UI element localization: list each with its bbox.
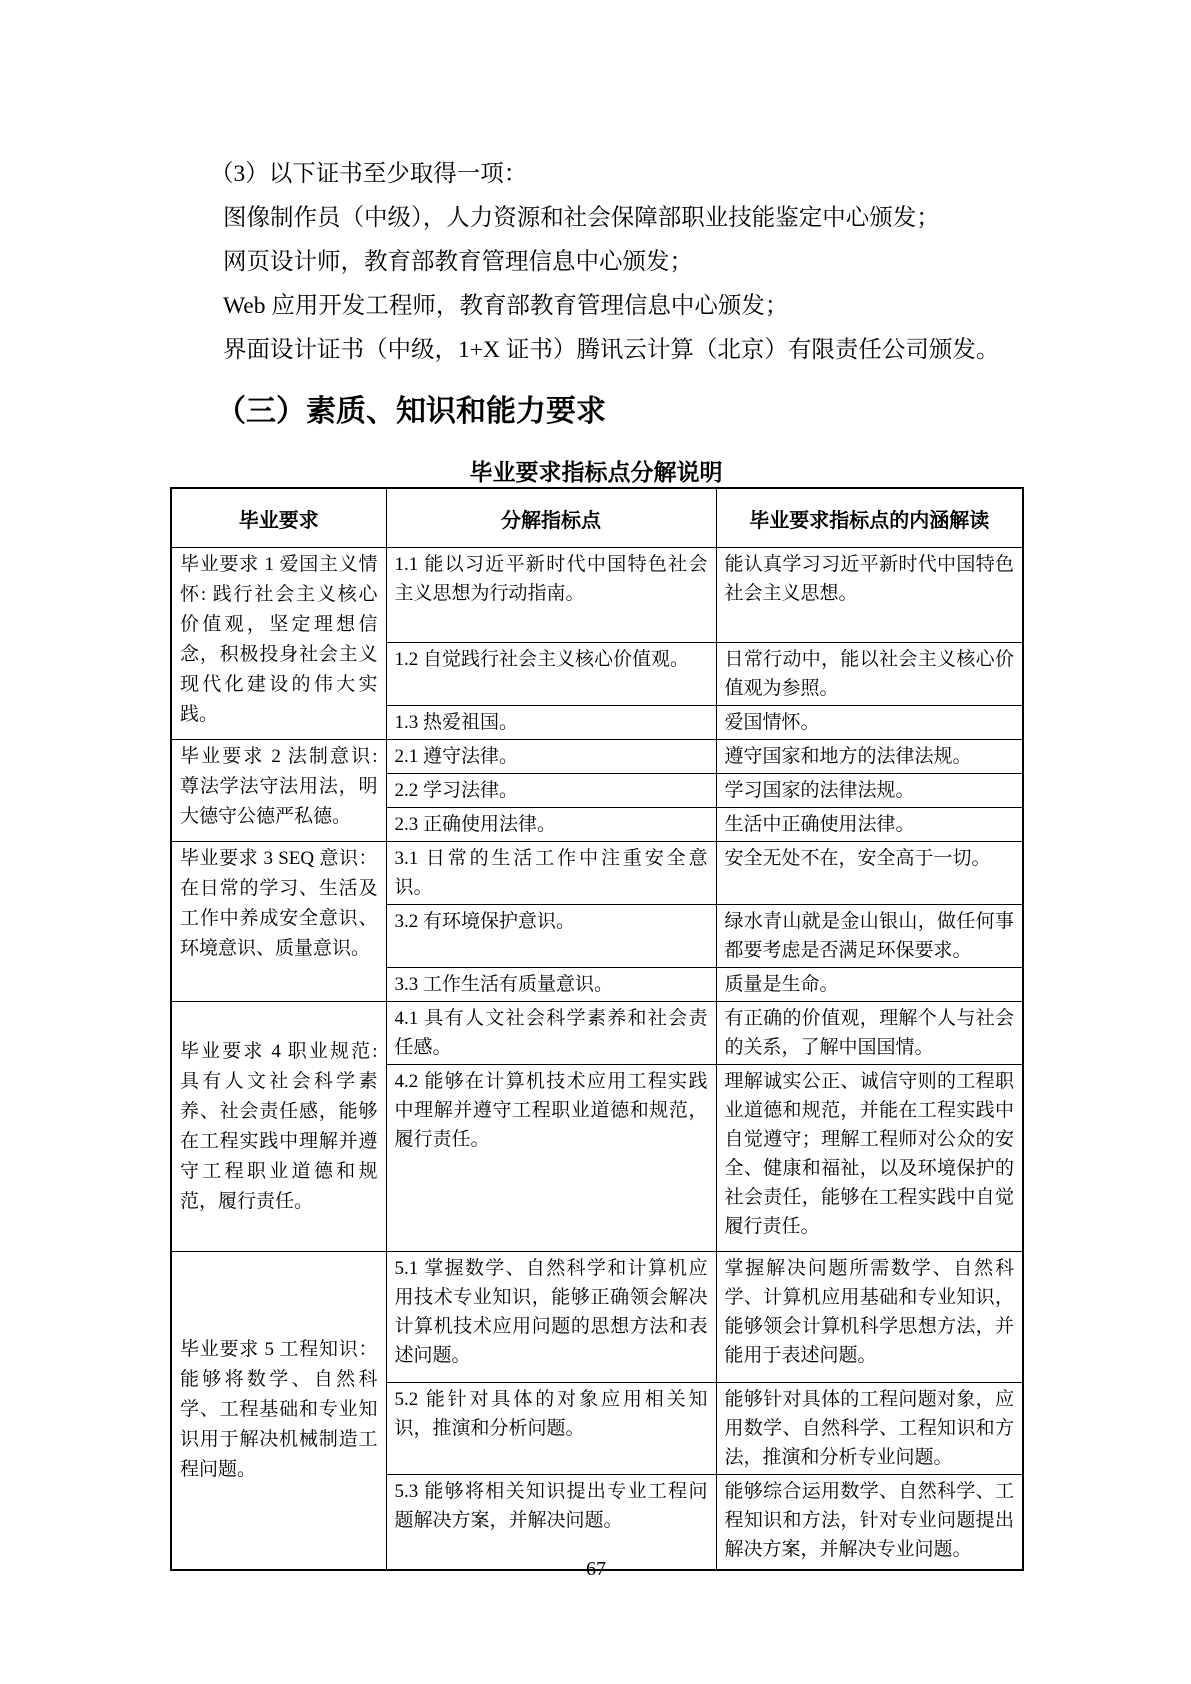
table-row: [171, 548, 1023, 643]
interpretation-cell: 能够综合运用数学、自然科学、工程知识和方法，针对专业问题提出解决方案，并解决专业问题。: [716, 1475, 1023, 1570]
interpretation-cell: 掌握解决问题所需数学、自然科学、计算机应用基础和专业知识，能够领会计算机科学思想方法，并能用于表述问题。: [716, 1252, 1023, 1383]
column-header-interpretation: 毕业要求指标点的内涵解读: [716, 488, 1023, 548]
indicator-cell: 1.2 自觉践行社会主义核心价值观。: [386, 643, 716, 706]
interpretation-cell: 能认真学习习近平新时代中国特色社会主义思想。: [716, 548, 1023, 643]
intro-paragraph: 界面设计证书（中级，1+X 证书）腾讯云计算（北京）有限责任公司颁发。: [223, 337, 1000, 363]
requirement-cell: 毕业要求 4 职业规范: 具有人文社会科学素养、社会责任感，能够在工程实践中理解并遵守工程职业道德和规范，履行责任。: [171, 1002, 386, 1252]
indicator-cell: 4.1 具有人文社会科学素养和社会责任感。: [386, 1002, 716, 1065]
intro-paragraph: 网页设计师，教育部教育管理信息中心颁发；: [223, 249, 693, 275]
indicator-cell: 3.1 日常的生活工作中注重安全意识。: [386, 842, 716, 905]
indicator-cell: 3.2 有环境保护意识。: [386, 905, 716, 968]
table-row: [171, 740, 1023, 774]
indicator-cell: 2.2 学习法律。: [386, 774, 716, 808]
indicator-cell: 5.1 掌握数学、自然科学和计算机应用技术专业知识，能够正确领会解决计算机技术应用问题的思想方法和表述问题。: [386, 1252, 716, 1383]
indicator-cell: 4.2 能够在计算机技术应用工程实践中理解并遵守工程职业道德和规范，履行责任。: [386, 1065, 716, 1252]
interpretation-cell: 学习国家的法律法规。: [716, 774, 1023, 808]
indicator-cell: 1.1 能以习近平新时代中国特色社会主义思想为行动指南。: [386, 548, 716, 643]
interpretation-cell: 日常行动中，能以社会主义核心价值观为参照。: [716, 643, 1023, 706]
indicator-cell: 1.3 热爱祖国。: [386, 706, 716, 740]
interpretation-cell: 有正确的价值观，理解个人与社会的关系，了解中国国情。: [716, 1002, 1023, 1065]
interpretation-cell: 生活中正确使用法律。: [716, 808, 1023, 842]
column-header-requirement: 毕业要求: [171, 488, 386, 548]
interpretation-cell: 理解诚实公正、诚信守则的工程职业道德和规范，并能在工程实践中自觉遵守；理解工程师对公众的安全、健康和福祉，以及环境保护的社会责任，能够在工程实践中自觉履行责任。: [716, 1065, 1023, 1252]
interpretation-cell: 爱国情怀。: [716, 706, 1023, 740]
indicator-cell: 5.3 能够将相关知识提出专业工程问题解决方案，并解决问题。: [386, 1475, 716, 1570]
intro-paragraph: （3）以下证书至少取得一项：: [210, 161, 528, 187]
interpretation-cell: 遵守国家和地方的法律法规。: [716, 740, 1023, 774]
requirement-cell: 毕业要求 3 SEQ 意识：在日常的学习、生活及工作中养成安全意识、环境意识、质量意识。: [171, 842, 386, 1002]
interpretation-cell: 质量是生命。: [716, 968, 1023, 1002]
column-header-indicator: 分解指标点: [386, 488, 716, 548]
certificate-paragraphs: [210, 152, 1013, 372]
interpretation-cell: 绿水青山就是金山银山，做任何事都要考虑是否满足环保要求。: [716, 905, 1023, 968]
table-row: [171, 1002, 1023, 1065]
intro-paragraph: Web 应用开发工程师，教育部教育管理信息中心颁发；: [223, 293, 789, 319]
indicator-cell: 3.3 工作生活有质量意识。: [386, 968, 716, 1002]
table-row: [171, 842, 1023, 905]
graduation-requirements-table: [170, 487, 1024, 1571]
requirement-cell: 毕业要求 1 爱国主义情怀: 践行社会主义核心价值观，坚定理想信念，积极投身社会主义现代化建设的伟大实践。: [171, 548, 386, 740]
table-header-row: [171, 488, 1023, 548]
indicator-cell: 5.2 能针对具体的对象应用相关知识，推演和分析问题。: [386, 1383, 716, 1475]
requirement-cell: 毕业要求 5 工程知识：能够将数学、自然科学、工程基础和专业知识用于解决机械制造工程问题。: [171, 1252, 386, 1570]
interpretation-cell: 安全无处不在，安全高于一切。: [716, 842, 1023, 905]
intro-paragraph: 图像制作员（中级），人力资源和社会保障部职业技能鉴定中心颁发；: [223, 205, 940, 231]
section-heading: （三）素质、知识和能力要求: [216, 395, 606, 428]
indicator-cell: 2.1 遵守法律。: [386, 740, 716, 774]
indicator-cell: 2.3 正确使用法律。: [386, 808, 716, 842]
page-number: 67: [586, 1558, 606, 1580]
requirement-cell: 毕业要求 2 法制意识: 尊法学法守法用法，明大德守公德严私德。: [171, 740, 386, 842]
table-title: 毕业要求指标点分解说明: [469, 459, 723, 485]
interpretation-cell: 能够针对具体的工程问题对象，应用数学、自然科学、工程知识和方法，推演和分析专业问题。: [716, 1383, 1023, 1475]
table-row: [171, 1252, 1023, 1383]
